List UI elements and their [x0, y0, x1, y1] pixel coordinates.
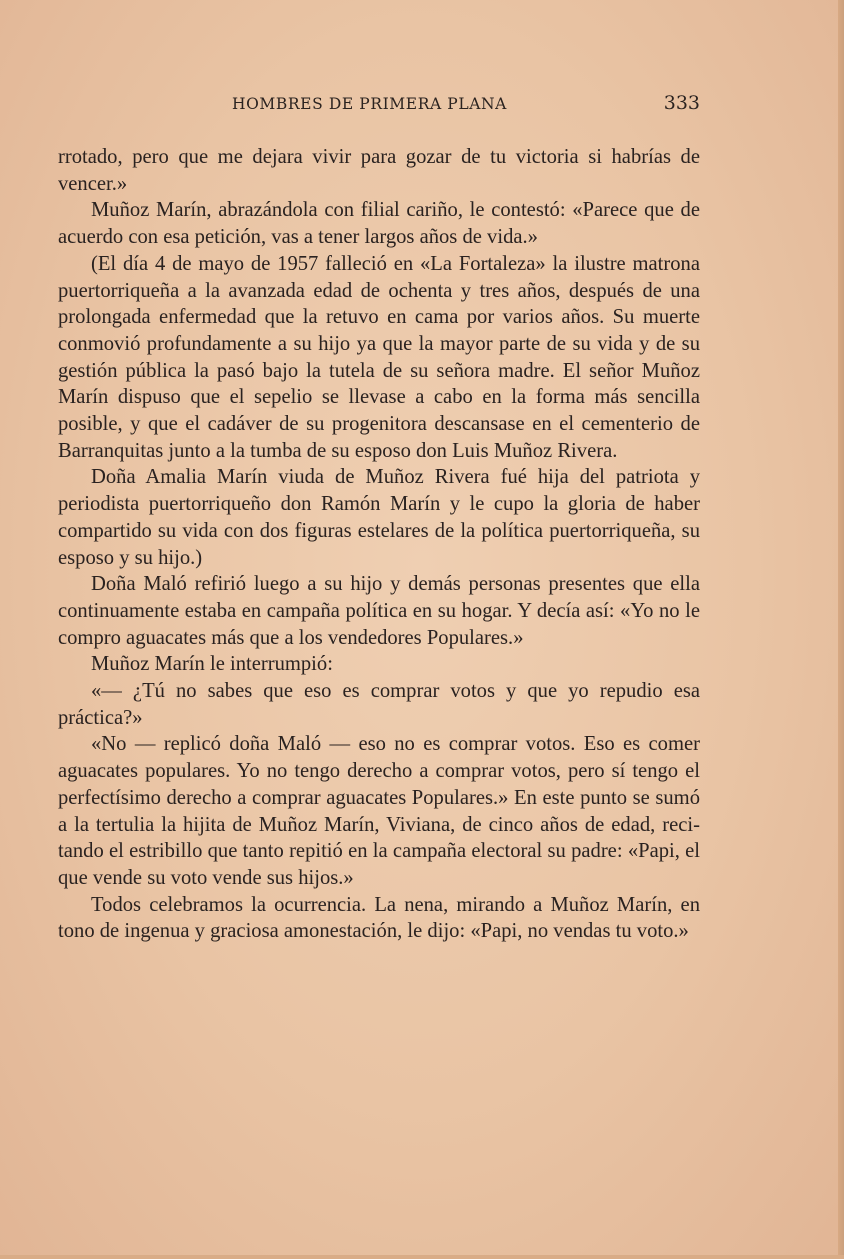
page-header	[232, 92, 700, 118]
paragraph: Todos celebramos la ocurrencia. La nena, mirando a Muñoz Marín, en tono de ingenua y graciosa amonestación, le dijo: «Papi, no vendas tu voto.»	[58, 893, 700, 943]
paragraph: «— ¿Tú no sabes que eso es comprar votos y que yo repudio esa práctica?»	[58, 680, 700, 729]
running-head: HOMBRES DE PRIMERA PLANA	[232, 95, 507, 113]
paragraph: Doña Maló refirió luego a su hijo y demás personas presentes que ella continuamente estaba en campaña política en su hogar. Y decía así: «Yo no le compro aguacates más que a los vendedores Populares.»	[58, 573, 700, 649]
page-number: 333	[663, 92, 700, 114]
body-text	[58, 144, 700, 945]
page-bottom-edge	[0, 1255, 844, 1259]
paragraph: Muñoz Marín, abrazándola con filial cariño, le contestó: «Parece que de acuerdo con esa petición, vas a tener largos años de vida.»	[58, 199, 700, 249]
paragraph: Doña Amalia Marín viuda de Muñoz Rivera fué hija del patriota y periodista puertorriqueño don Ramón Marín y le cupo la gloria de haber compartido su vida con dos figuras estelares de la política puertorriqueña, su esposo y su hijo.)	[58, 466, 700, 569]
paragraph: (El día 4 de mayo de 1957 falleció en «La Fortaleza» la ilustre matrona puertorriqueña a la avanzada edad de ochenta y tres años, después de una prolongada enfermedad que la retuvo en cama por varios años. Su muerte conmovió profundamente a su hijo ya que la mayor parte de su vida y de su gestión pública la pasó bajo la tutela de su señora madre. El señor Muñoz Marín dispuso que el sepelio se llevase a cabo en la forma más sencilla posible, y que el cadáver de su progenitora descansase en el cementerio de Barranquitas junto a la tumba de su esposo don Luis Muñoz Rivera.	[58, 252, 700, 462]
paragraph-continuation: rrotado, pero que me dejara vivir para gozar de tu victoria si habrías de vencer.»	[58, 146, 700, 195]
paragraph: Muñoz Marín le interrumpió:	[91, 653, 333, 676]
paragraph: «No — replicó doña Maló — eso no es comprar votos. Eso es comer aguacates populares. Yo no tengo derecho a comprar votos, pero sí tengo el perfectísimo derecho a comprar aguacates Populares.» En este punto se sumó a la tertulia la hijita de Muñoz Marín, Viviana, de cinco años de edad, recitando el estribillo que tanto repitió en la campaña electoral su padre: «Papi, el que vende su voto vende sus hijos.»	[58, 733, 700, 889]
page-edge-shadow	[838, 0, 844, 1259]
